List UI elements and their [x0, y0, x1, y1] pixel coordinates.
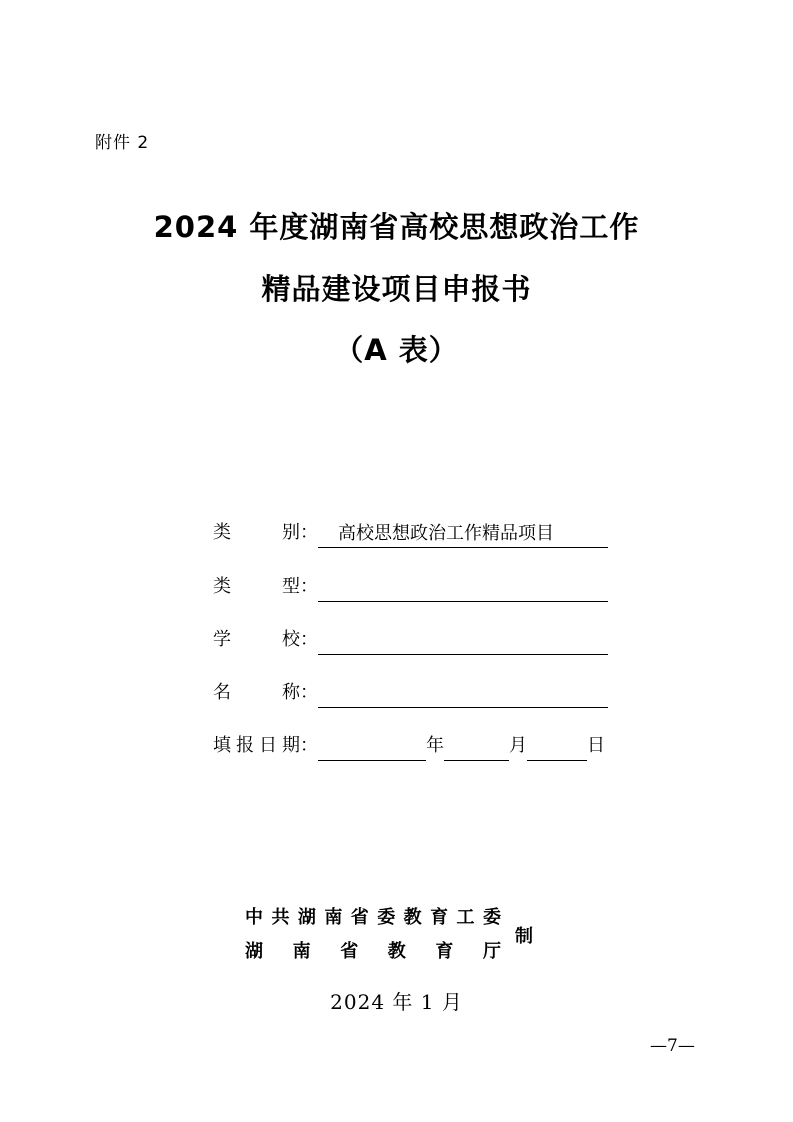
org-line-party-committee: 中 共 湖 南 省 委 教 育 工 委	[245, 907, 501, 928]
year-field[interactable]	[318, 735, 426, 761]
issuing-organizations	[245, 903, 501, 971]
org-line-education-department: 湖 南 省 教 育 厅	[245, 941, 501, 962]
day-field[interactable]	[527, 735, 587, 761]
school-label: 学 校：	[213, 629, 318, 650]
date-label: 填 报 日 期：	[213, 735, 318, 756]
category-label: 类 别：	[213, 522, 318, 543]
type-label: 类 型：	[213, 576, 318, 597]
document-title-line-3: （A 表）	[334, 333, 459, 367]
form-row-date	[213, 731, 605, 761]
name-field[interactable]	[318, 682, 608, 708]
made-by-label: 制	[515, 926, 533, 947]
issue-date: 2024 年 1 月	[330, 990, 463, 1014]
category-field[interactable]: 高校思想政治工作精品项目	[318, 522, 608, 548]
month-field[interactable]	[444, 735, 509, 761]
type-field[interactable]	[318, 576, 608, 602]
school-field[interactable]	[318, 629, 608, 655]
name-label: 名 称：	[213, 682, 318, 703]
day-unit: 日	[587, 735, 605, 756]
form-row-name	[213, 678, 608, 708]
document-title-line-2: 精品建设项目申报书	[261, 272, 532, 306]
year-unit: 年	[426, 735, 444, 756]
form-row-school	[213, 625, 608, 655]
page-number: —7—	[650, 1036, 695, 1056]
attachment-label: 附件 2	[95, 133, 150, 153]
document-title-line-1: 2024 年度湖南省高校思想政治工作	[153, 210, 640, 244]
form-row-category	[213, 518, 608, 548]
month-unit: 月	[509, 735, 527, 756]
form-row-type	[213, 572, 608, 602]
